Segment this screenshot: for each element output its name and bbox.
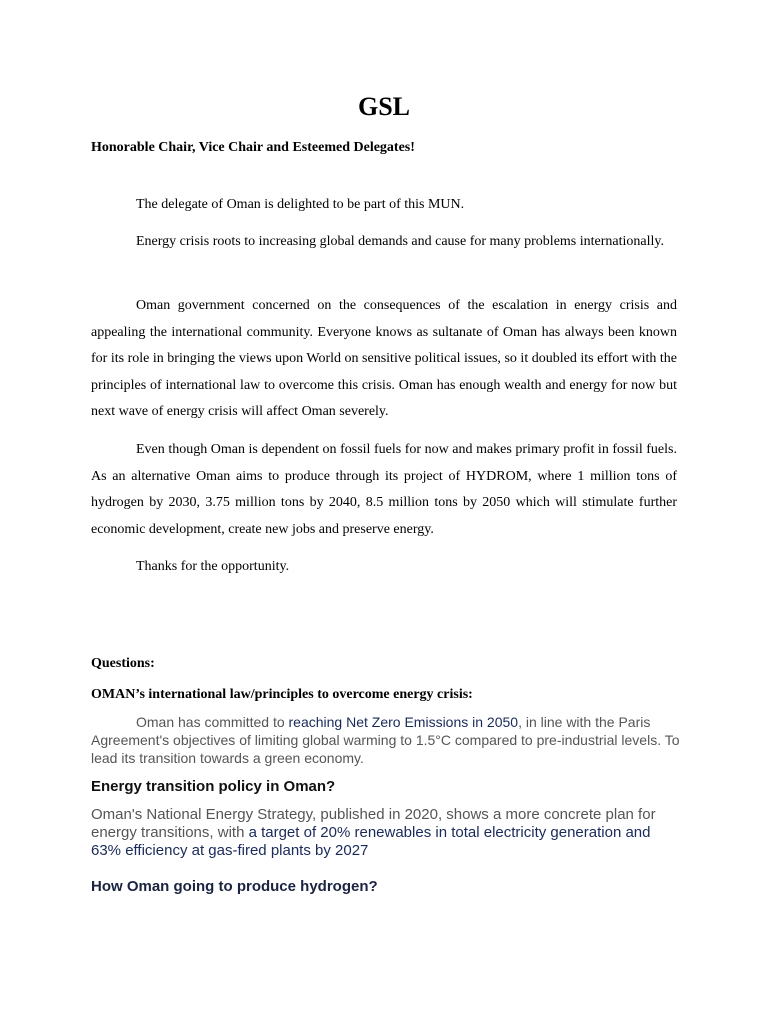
paragraph-hydrom: Even though Oman is dependent on fossil fuels for now and makes primary profit in fossil fuels. As an alternative Oman aims to produce through its project of HYDROM, where 1 million tons of hydrogen by 2030, 3.75 million tons by 2040, 8.5 million tons by 2050 which will stimulate further economic development, create new jobs and preserve energy. — [91, 442, 677, 537]
paragraph-oman-government: Oman government concerned on the consequences of the escalation in energy crisis and appealing the international community. Everyone knows as sultanate of Oman has always been known for its role in bringing the views upon World on sensitive political issues, so it doubled its effort with the principles of international law to overcome this crisis. Oman has enough wealth and energy for now but next wave of energy crisis will affect Oman severely. — [91, 298, 677, 419]
questions-heading: Questions: — [91, 656, 155, 671]
question-2-heading: Energy transition policy in Oman? — [91, 778, 336, 795]
question-3-heading: How Oman going to produce hydrogen? — [91, 878, 378, 895]
paragraph-intro: The delegate of Oman is delighted to be part of this MUN. — [136, 197, 465, 212]
document-title: GSL — [357, 92, 411, 121]
question-1-answer — [91, 713, 681, 767]
answer-text: , in line with the Paris Agreement's objectives of limiting global warming to 1.5°C compared to pre-industrial levels. To lead its transition towards a green economy. — [91, 714, 680, 766]
answer-text: Oman's National Energy Strategy, published in 2020, shows a more concrete plan for energy transitions, with — [91, 806, 656, 841]
paragraph-energy-crisis: Energy crisis roots to increasing global demands and cause for many problems internationally. — [136, 234, 664, 249]
answer-text: Oman has committed to — [136, 714, 289, 730]
question-1-heading: OMAN’s international law/principles to overcome energy crisis: — [91, 687, 473, 702]
answer-highlight: reaching Net Zero Emissions in 2050 — [288, 714, 519, 730]
salutation: Honorable Chair, Vice Chair and Esteemed Delegates! — [91, 140, 415, 155]
answer-highlight: a target of 20% renewables in total electricity generation and 63% efficiency at gas-fired plants by 2027 — [91, 824, 651, 859]
question-2-answer — [91, 806, 681, 860]
paragraph-thanks: Thanks for the opportunity. — [136, 559, 290, 574]
